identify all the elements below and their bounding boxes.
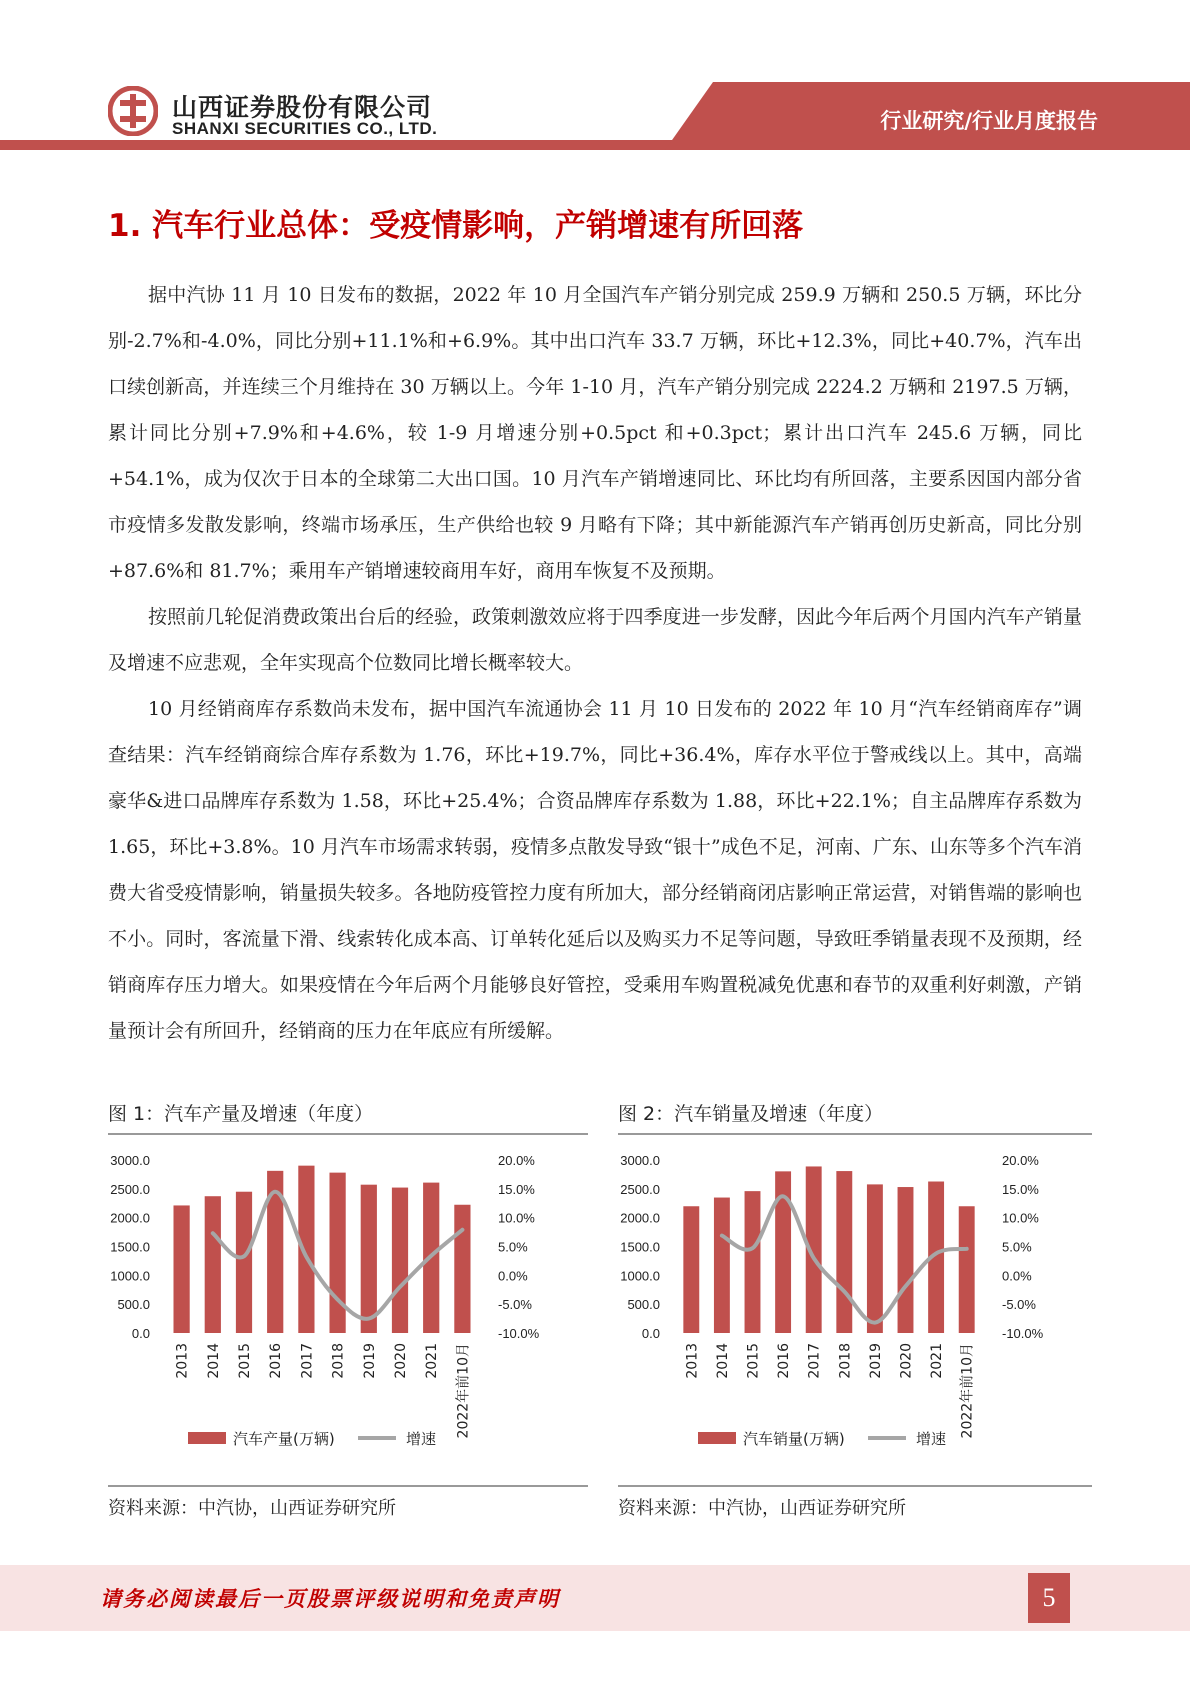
figure-2-chart [618,1138,1092,1483]
x-tick-label: 2020 [393,1343,409,1379]
company-name-cn: 山西证券股份有限公司 [172,93,433,122]
paragraph: 按照前几轮促消费政策出台后的经验，政策刺激效应将于四季度进一步发酵，因此今年后两个月国内汽车产销量及增速不应悲观，全年实现高个位数同比增长概率较大。 [108,606,1082,674]
y-right-tick-label: 10.0% [1002,1210,1039,1226]
figure-1-title: 图 1：汽车产量及增速（年度） [108,1103,374,1125]
y-left-tick-label: 2000.0 [620,1210,660,1226]
x-tick-label: 2016 [268,1343,285,1379]
figure-2-bottom-rule [618,1485,1092,1487]
y-left-tick-label: 3000.0 [110,1153,150,1168]
bar [392,1188,408,1333]
x-tick-label: 2016 [776,1343,793,1379]
footer-disclaimer: 请务必阅读最后一页股票评级说明和免责声明 [100,1586,560,1611]
legend-bar-label: 汽车产量(万辆) [233,1430,335,1448]
legend-bar-swatch [698,1432,736,1444]
x-tick-label: 2015 [237,1343,253,1379]
bar [454,1205,470,1333]
bar [173,1205,189,1333]
report-type: 行业研究/行业月度报告 [880,109,1098,133]
figure-2-source: 资料来源：中汽协，山西证券研究所 [618,1498,906,1519]
section-title: 1. 汽车行业总体：受疫情影响，产销增速有所回落 [108,208,804,244]
y-left-tick-label: 2000.0 [110,1210,150,1226]
bar [714,1198,730,1333]
bar [745,1191,761,1333]
y-right-tick-label: -10.0% [498,1326,540,1341]
y-left-tick-label: 1000.0 [620,1268,660,1284]
x-tick-label: 2014 [205,1343,222,1379]
x-tick-label: 2020 [898,1343,915,1379]
y-left-tick-label: 2500.0 [620,1181,660,1197]
y-left-tick-label: 500.0 [627,1297,660,1313]
y-right-tick-label: 10.0% [498,1210,535,1226]
bar [867,1184,883,1333]
y-left-tick-label: 2500.0 [110,1181,150,1197]
y-right-tick-label: -5.0% [1002,1297,1036,1313]
bar [683,1206,699,1333]
figure-1-top-rule [108,1133,588,1135]
y-right-tick-label: 5.0% [1002,1239,1032,1255]
paragraph: 据中汽协 11 月 10 日发布的数据，2022 年 10 月全国汽车产销分别完成 259.9 万辆和 250.5 万辆，环比分别-2.7%和-4.0%，同比分别+11.1%和+6.9%。其中出口汽车 33.7 万辆，环比+12.3%，同比+40.7%，汽车出口续创新高，并连续三个月维持在 30 万辆以上。今年 1-10 月，汽车产销分别完成 2224.2 万辆和 2197.5 万辆，累计同比分别+7.9%和+4.6%，较 1-9 月增速分别+0.5pct 和+0.3pct；累计出口汽车 245.6 万辆，同比+54.1%，成为仅次于日本的全球第二大出口国。10 月汽车产销增速同比、环比均有所回落，主要系因国内部分省市疫情多发散发影响，终端市场承压，生产供给也较 9 月略有下降；其中新能源汽车产销再创历史新高，同比分别+87.6%和 81.7%；乘用车产销增速较商用车好，商用车恢复不及预期。 [108,284,1082,582]
x-tick-label: 2013 [174,1343,191,1379]
figure-1-chart [108,1138,588,1483]
x-tick-label: 2019 [361,1343,378,1379]
x-tick-label: 2019 [867,1343,884,1379]
y-right-tick-label: 15.0% [1002,1181,1039,1197]
bar [205,1196,221,1333]
logo-icon [108,86,158,136]
x-tick-label: 2022年前10月 [455,1343,472,1439]
page-header [0,0,1190,160]
x-tick-label: 2021 [929,1343,946,1379]
x-tick-label: 2014 [714,1343,731,1379]
y-right-tick-label: 20.0% [498,1153,535,1168]
bar [236,1192,252,1333]
figure-1-source: 资料来源：中汽协，山西证券研究所 [108,1498,396,1519]
y-right-tick-label: 0.0% [1002,1268,1032,1284]
bar [959,1206,975,1333]
y-left-tick-label: 1500.0 [110,1239,150,1255]
y-left-tick-label: 0.0 [131,1326,150,1341]
bar [898,1187,914,1333]
paragraph: 10 月经销商库存系数尚未发布，据中国汽车流通协会 11 月 10 日发布的 2022 年 10 月“汽车经销商库存”调查结果：汽车经销商综合库存系数为 1.76，环比+19.7%，同比+36.4%，库存水平位于警戒线以上。其中，高端豪华&进口品牌库存系数为 1.58，环比+25.4%；合资品牌库存系数为 1.88，环比+22.1%；自主品牌库存系数为 1.65，环比+3.8%。10 月汽车市场需求转弱，疫情多点散发导致“银十”成色不足，河南、广东、山东等多个汽车消费大省受疫情影响，销量损失较多。各地防疫管控力度有所加大，部分经销商闭店影响正常运营，对销售端的影响也不小。同时，客流量下滑、线索转化成本高、订单转化延后以及购买力不足等问题，导致旺季销量表现不及预期，经销商库存压力增大。如果疫情在今年后两个月能够良好管控，受乘用车购置税减免优惠和春节的双重利好刺激，产销量预计会有所回升，经销商的压力在年底应有所缓解。 [108,698,1082,1042]
y-right-tick-label: 0.0% [498,1268,528,1284]
x-tick-label: 2017 [299,1343,316,1379]
legend-line-label: 增速 [916,1430,947,1448]
x-tick-label: 2013 [684,1343,701,1379]
bar [329,1173,345,1333]
y-right-tick-label: -10.0% [1002,1326,1044,1341]
x-tick-label: 2022年前10月 [959,1343,976,1439]
x-tick-label: 2015 [745,1343,762,1379]
y-left-tick-label: 1000.0 [110,1268,150,1284]
y-right-tick-label: 20.0% [1002,1153,1039,1168]
legend-bar-label: 汽车销量(万辆) [743,1430,845,1448]
figure-2-title: 图 2：汽车销量及增速（年度） [618,1103,884,1125]
x-tick-label: 2018 [837,1343,854,1379]
body-text [108,272,1082,1054]
y-left-tick-label: 500.0 [117,1297,150,1313]
figure-1-bottom-rule [108,1485,588,1487]
bar [836,1171,852,1333]
x-tick-label: 2017 [806,1343,823,1379]
legend-bar-swatch [188,1432,226,1444]
page-number: 5 [1028,1573,1070,1623]
y-right-tick-label: -5.0% [498,1297,532,1313]
y-left-tick-label: 1500.0 [620,1239,660,1255]
company-name-en: SHANXI SECURITIES CO., LTD. [172,119,438,138]
legend-line-label: 增速 [406,1430,437,1448]
bar [361,1185,377,1333]
y-left-tick-label: 3000.0 [620,1153,660,1168]
y-right-tick-label: 15.0% [498,1181,535,1197]
figure-2-top-rule [618,1133,1092,1135]
y-right-tick-label: 5.0% [498,1239,528,1255]
x-tick-label: 2018 [330,1343,347,1379]
x-tick-label: 2021 [424,1343,441,1379]
y-left-tick-label: 0.0 [641,1326,660,1341]
